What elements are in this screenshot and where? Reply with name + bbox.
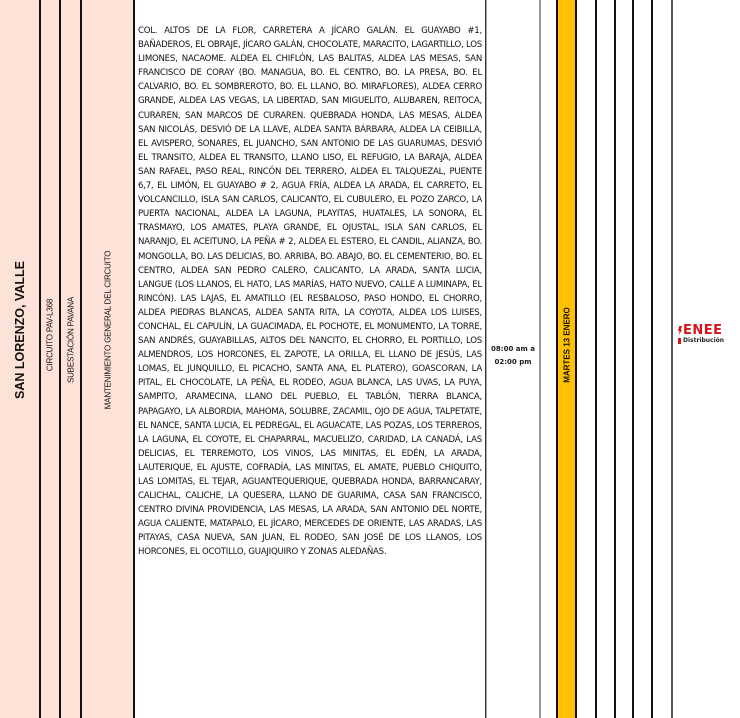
work-type-cell — [82, 0, 133, 718]
logo-bar-icon — [678, 338, 681, 344]
circuit-label: CIRCUITO PAV-L368 — [45, 298, 55, 372]
blank-cell — [653, 0, 673, 718]
location-label: SAN LORENZO, VALLE — [12, 261, 27, 399]
affected-areas-cell — [133, 0, 486, 718]
location-cell — [0, 0, 41, 718]
time-start: 08:00 am a — [491, 345, 535, 353]
substation-cell — [61, 0, 82, 718]
logo-name: ENEE — [683, 323, 723, 338]
date-cell — [558, 0, 577, 718]
work-type-label: MANTENIMIENTO GENERAL DEL CIRCUITO — [103, 250, 112, 410]
circuit-cell — [41, 0, 61, 718]
blank-cell — [541, 0, 558, 718]
date-label: MARTES 13 ENERO — [562, 307, 571, 383]
time-end: 02:00 pm — [494, 358, 532, 366]
lightning-bolt-icon — [678, 326, 682, 335]
time-range — [487, 343, 539, 369]
blank-cell — [634, 0, 653, 718]
blank-cell — [616, 0, 634, 718]
blank-cell — [577, 0, 597, 718]
time-cell — [486, 0, 541, 718]
enee-logo — [678, 325, 724, 344]
logo-cell — [673, 0, 740, 718]
affected-areas-text: COL. ALTOS DE LA FLOR, CARRETERA A JÍCARO GALÁN. EL GUAYABO #1, BAÑADEROS, EL OBRAJE, JÍCARO GALÁN, CHOCOLATE, MARACITO, LAGARTILLO, LOS LIMONES, NACAOME. ALDEA EL CHIFLÓN, LAS BALITAS, ALDEA LAS MESAS, SAN FRANCISCO DE CORAY (BO. MANAGUA, BO. EL CENTRO, BO. LA PRESA, BO. EL CALVARIO, BO. EL SOMBREROTO, BO. EL LLANO, BO. MIRAFLORES), ALDEA CERRO GRANDE, ALDEA LAS VEGAS, LA LIBERTAD, SAN MIGUELITO, ALUBAREN, REITOCA, CURAREN, SAN MARCOS DE CURAREN. QUEBRADA HONDA, LAS MESAS, ALDEA SAN NICOLÁS, DESVIÓ DE LA LLAVE, ALDEA SANTA BÁRBARA, ALDEA LA CEIBILLA, EL AVISPERO, SONARES, EL JUANCHO, SAN ANTONIO DE LAS GUARUMAS, DESVIÓ EL TRANSITO, ALDEA EL TRANSITO, LLANO LISO, EL REFUGIO, LA BARAJA, ALDEA SAN RAFAEL, PASO REAL, RINCÓN DEL TERRERO, ALDEA EL TALQUEZAL, PUENTE 6,7, EL LIMÓN, EL GUAYABO # 2, AGUA FRÍA, ALDEA LA ARADA, EL CARRETO, EL VOLCANCILLO, ISLA SAN CARLOS, CALICANTO, EL CUBULERO, EL POZO ZARCO, LA PUERTA NACIONAL, ALDEA LA LAGUNA, PLAYITAS, HUATALES, LA SONORA, EL TRASMAYO, LOS AMATES, PLAYA GRANDE, EL OJUSTAL, ISLA SAN CARLOS, EL NARANJO, EL ACEITUNO, LA PEÑA # 2, ALDEA EL ESTERO, EL CANDIL, ALIANZA, BO. MONGOLLA, BO. LAS DELICIAS, BO. ARRIBA, BO. ABAJO, BO. EL CEMENTERIO, BO. EL CENTRO, ALDEA SAN PEDRO CALERO, CALICANTO, LA ARADA, SANTA LUCIA, LANGUE (LOS LLANOS, EL HATO, LAS MARÍAS, HATO NUEVO, CALLE A LUMINAPA, EL RINCÓN). LAS LAJAS, EL AMATILLO (EL RESBALOSO, PASO HONDO, EL CHORRO, ALDEA PIEDRAS BLANCAS, ALDEA SANTA RITA, LA COYOTA, ALDEA LOS LUISES, CONCHAL, EL CAPULÍN, LA GUACIMADA, EL POCHOTE, EL MONUMENTO, LA TORRE, SAN ANDRÉS, GUAYABILLAS, ALTOS DEL NANCITO, EL CHORRO, EL PORTILLO, LOS ALMENDROS, LOS HORCONES, EL ZAPOTE, LA ORILLA, EL LLANO DE JESÚS, LAS LOMAS, EL JUNQUILLO, EL PICACHO, SANTA ANA, EL PLATERO), GOASCORAN, LA PITAL, EL CHOCOLATE, LA PEÑA, EL RODEO, AGUA BLANCA, LAS UVAS, LA PUYA, SAMPITO, ARAMECINA, LLANO DEL PUEBLO, EL TABLÓN, TIERRA BLANCA, PAPAGAYO, LA ALBORDIA, MAHOMA, SOLUBRE, ZACAMIL, OJO DE AGUA, TALPETATE, EL NANCE, SANTA LUCIA, EL PEDREGAL, EL AGUACATE, LAS POZAS, LOS TERREROS, LA LAGUNA, EL COYOTE, EL CHAPARRAL, MACUELIZO, CARIDAD, LA CANADÁ, LAS DELICIAS, EL TERREMOTO, LOS VINOS, LAS MINITAS, EL EDÉN, LA ARADA, LAUTERIQUE, EL AJUSTE, COFRADÍA, LAS MINITAS, EL AMATE, PUEBLO CHIQUITO, LAS LOMITAS, EL TEJAR, AGUANTEQUERIQUE, QUEBRADA HONDA, BARRANCARAY, CALICHAL, CALICHE, LA QUESERA, LLANO DE GUARIMA, CASA SAN FRANCISCO, CENTRO DIVINA PROVIDENCIA, LAS MESAS, LA ARADA, SAN ANTONIO DEL NORTE, AGUA CALIENTE, MATAPALO, EL JÍCARO, MERCEDES DE ORIENTE, LAS ARADAS, LAS PITAYAS, CASA NUEVA, SAN JUAN, EL RODEO, SAN JOSÉ DE LOS LLANOS, LOS HORCONES, EL OCOTILLO, GUAJIQUIRO Y ZONAS ALEDAÑAS. — [138, 26, 482, 558]
substation-label: SUBESTACIÓN PAVANA — [66, 296, 75, 384]
logo-subtitle: Distribución — [683, 337, 725, 344]
blank-cell — [597, 0, 616, 718]
